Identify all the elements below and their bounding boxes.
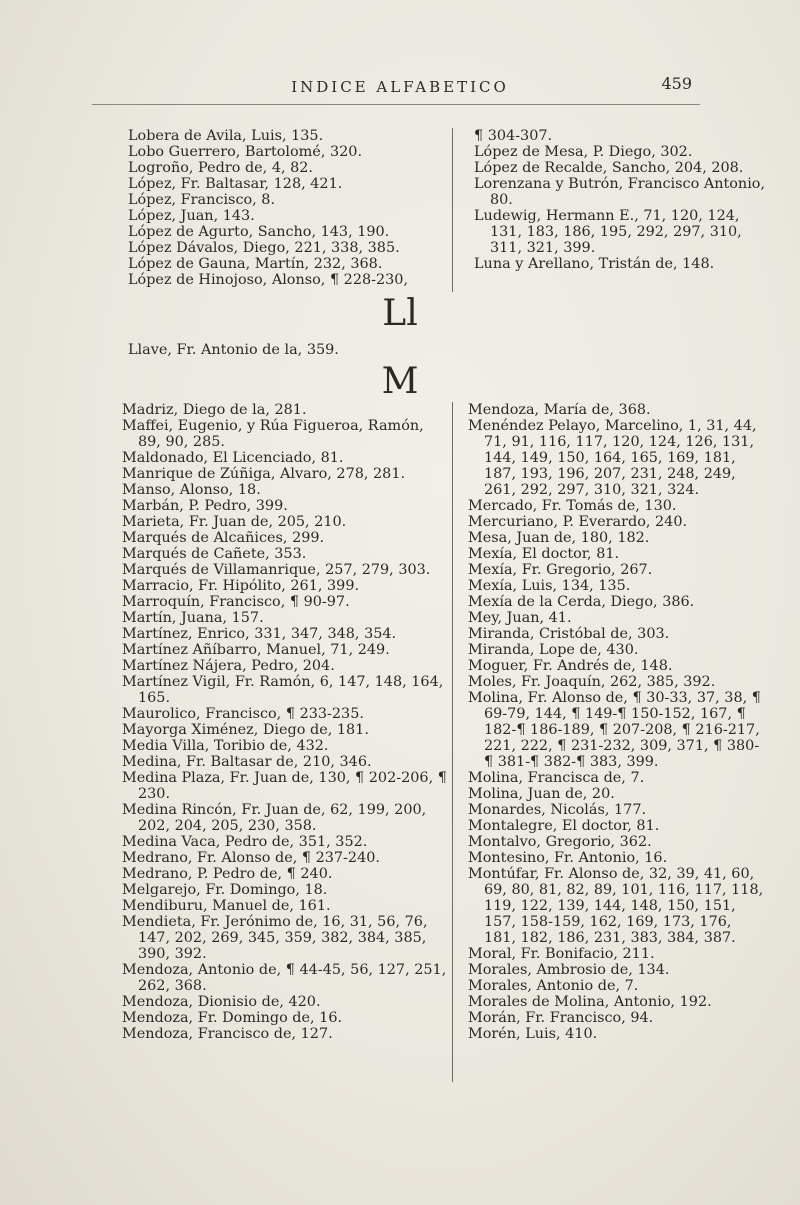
index-entry: Mendoza, Fr. Domingo de, 16. [122, 1010, 343, 1026]
index-entry: Miranda, Lope de, 430. [468, 642, 639, 658]
index-column-m-left [122, 402, 448, 1042]
section-heading-m: M [381, 361, 419, 402]
index-entry: Marqués de Alcañices, 299. [122, 530, 325, 546]
index-entry: Medina Rincón, Fr. Juan de, 62, 199, 200, 202, 204, 205, 230, 358. [122, 802, 427, 834]
index-entry: Ludewig, Hermann E., 71, 120, 124, 131, 183, 186, 195, 292, 297, 310, 311, 321, 399. [474, 208, 742, 256]
index-entry: López Dávalos, Diego, 221, 338, 385. [128, 240, 400, 256]
index-entry: López de Agurto, Sancho, 143, 190. [128, 224, 390, 240]
index-entry: Maurolico, Francisco, ¶ 233-235. [122, 706, 364, 722]
index-entry: Mesa, Juan de, 180, 182. [468, 530, 650, 546]
index-entry: Marqués de Cañete, 353. [122, 546, 307, 562]
index-entry: Morales de Molina, Antonio, 192. [468, 994, 712, 1010]
index-entry: Montúfar, Fr. Alonso de, 32, 39, 41, 60, 69, 80, 81, 82, 89, 101, 116, 117, 118, 119, 122, 139, 144, 148, 150, 151, 157, 158-159, 162, 169, 173, 176, 181, 182, 186, 231, 383, 384, 387. [468, 866, 764, 946]
page-number: 459 [661, 74, 692, 93]
index-entry: Mendoza, Antonio de, ¶ 44-45, 56, 127, 251, 262, 368. [122, 962, 447, 994]
index-entry: Morén, Luis, 410. [468, 1026, 598, 1042]
section-heading-ll: Ll [382, 293, 418, 334]
running-header-title: INDICE ALFABETICO [291, 78, 509, 96]
index-entry: Madriz, Diego de la, 281. [122, 402, 307, 418]
index-entry: Marieta, Fr. Juan de, 205, 210. [122, 514, 347, 530]
index-entry: Melgarejo, Fr. Domingo, 18. [122, 882, 328, 898]
index-entry: Morán, Fr. Francisco, 94. [468, 1010, 654, 1026]
index-entry: Lobo Guerrero, Bartolomé, 320. [128, 144, 363, 160]
column-divider [452, 128, 453, 292]
index-entry: Medina, Fr. Baltasar de, 210, 346. [122, 754, 372, 770]
index-entry: Llave, Fr. Antonio de la, 359. [128, 342, 339, 358]
index-entry: Marroquín, Francisco, ¶ 90-97. [122, 594, 350, 610]
index-entry: Logroño, Pedro de, 4, 82. [128, 160, 314, 176]
index-entry: Lobera de Avila, Luis, 135. [128, 128, 324, 144]
index-column-l-right [474, 128, 769, 272]
index-entry: Luna y Arellano, Tristán de, 148. [474, 256, 715, 272]
index-entry: Moguer, Fr. Andrés de, 148. [468, 658, 673, 674]
index-entry: Mexía, Fr. Gregorio, 267. [468, 562, 653, 578]
index-entry: ¶ 304-307. [474, 128, 553, 144]
index-entry: Martín, Juana, 157. [122, 610, 264, 626]
index-entry: Marracio, Fr. Hipólito, 261, 399. [122, 578, 360, 594]
index-entry: Manso, Alonso, 18. [122, 482, 261, 498]
index-entry: Morales, Ambrosio de, 134. [468, 962, 670, 978]
index-entry: Lorenzana y Butrón, Francisco Antonio, 80. [474, 176, 766, 208]
index-entry: López, Fr. Baltasar, 128, 421. [128, 176, 343, 192]
index-entry: Marbán, P. Pedro, 399. [122, 498, 288, 514]
index-column-l-left [128, 128, 450, 288]
index-entry: Mexía, El doctor, 81. [468, 546, 620, 562]
index-entry: Montesino, Fr. Antonio, 16. [468, 850, 668, 866]
index-entry: Molina, Juan de, 20. [468, 786, 615, 802]
index-entry: Monardes, Nicolás, 177. [468, 802, 647, 818]
index-entry: Maffei, Eugenio, y Rúa Figueroa, Ramón, 89, 90, 285. [122, 418, 424, 450]
index-column-ll [128, 342, 450, 358]
index-entry: Mendiburu, Manuel de, 161. [122, 898, 331, 914]
index-entry: Mendoza, Dionisio de, 420. [122, 994, 321, 1010]
index-entry: Mey, Juan, 41. [468, 610, 572, 626]
index-entry: Media Villa, Toribio de, 432. [122, 738, 329, 754]
index-entry: Menéndez Pelayo, Marcelino, 1, 31, 44, 71, 91, 116, 117, 120, 124, 126, 131, 144, 149, 150, 164, 165, 169, 181, 187, 193, 196, 207, 231, 248, 249, 261, 292, 297, 310, 321, 324. [468, 418, 757, 498]
index-entry: Mendieta, Fr. Jerónimo de, 16, 31, 56, 76, 147, 202, 269, 345, 359, 382, 384, 385, 390, 392. [122, 914, 428, 962]
index-entry: López, Juan, 143. [128, 208, 255, 224]
index-entry: Moles, Fr. Joaquín, 262, 385, 392. [468, 674, 716, 690]
index-entry: López, Francisco, 8. [128, 192, 276, 208]
index-entry: Mexía de la Cerda, Diego, 386. [468, 594, 695, 610]
index-entry: Medina Vaca, Pedro de, 351, 352. [122, 834, 368, 850]
index-entry: Mexía, Luis, 134, 135. [468, 578, 631, 594]
index-entry: Medrano, P. Pedro de, ¶ 240. [122, 866, 333, 882]
column-divider [452, 402, 453, 1082]
index-entry: Martínez, Enrico, 331, 347, 348, 354. [122, 626, 397, 642]
header-rule [92, 104, 700, 105]
index-entry: Molina, Fr. Alonso de, ¶ 30-33, 37, 38, ¶ 69-79, 144, ¶ 149-¶ 150-152, 167, ¶ 182-¶ 186-189, ¶ 207-208, ¶ 216-217, 221, 222, ¶ 231-232, 309, 371, ¶ 380-¶ 381-¶ 382-¶ 383, 399. [468, 690, 761, 770]
index-entry: Martínez Nájera, Pedro, 204. [122, 658, 335, 674]
index-entry: López de Recalde, Sancho, 204, 208. [474, 160, 744, 176]
index-entry: Medina Plaza, Fr. Juan de, 130, ¶ 202-206, ¶ 230. [122, 770, 447, 802]
index-entry: Molina, Francisca de, 7. [468, 770, 645, 786]
index-entry: Mercado, Fr. Tomás de, 130. [468, 498, 677, 514]
index-entry: Miranda, Cristóbal de, 303. [468, 626, 670, 642]
index-entry: Morales, Antonio de, 7. [468, 978, 639, 994]
index-entry: Mayorga Ximénez, Diego de, 181. [122, 722, 369, 738]
index-entry: Montalegre, El doctor, 81. [468, 818, 660, 834]
index-entry: Mendoza, Francisco de, 127. [122, 1026, 333, 1042]
index-entry: Martínez Vigil, Fr. Ramón, 6, 147, 148, 164, 165. [122, 674, 444, 706]
index-entry: Mendoza, María de, 368. [468, 402, 651, 418]
index-column-m-right [468, 402, 768, 1042]
index-entry: Medrano, Fr. Alonso de, ¶ 237-240. [122, 850, 380, 866]
index-entry: López de Gauna, Martín, 232, 368. [128, 256, 383, 272]
index-entry: Montalvo, Gregorio, 362. [468, 834, 652, 850]
index-entry: Martínez Añíbarro, Manuel, 71, 249. [122, 642, 390, 658]
index-entry: López de Mesa, P. Diego, 302. [474, 144, 693, 160]
index-entry: López de Hinojoso, Alonso, ¶ 228-230, [128, 272, 409, 288]
index-entry: Moral, Fr. Bonifacio, 211. [468, 946, 655, 962]
index-entry: Marqués de Villamanrique, 257, 279, 303. [122, 562, 431, 578]
index-entry: Maldonado, El Licenciado, 81. [122, 450, 344, 466]
index-entry: Mercuriano, P. Everardo, 240. [468, 514, 688, 530]
index-entry: Manrique de Zúñiga, Alvaro, 278, 281. [122, 466, 406, 482]
